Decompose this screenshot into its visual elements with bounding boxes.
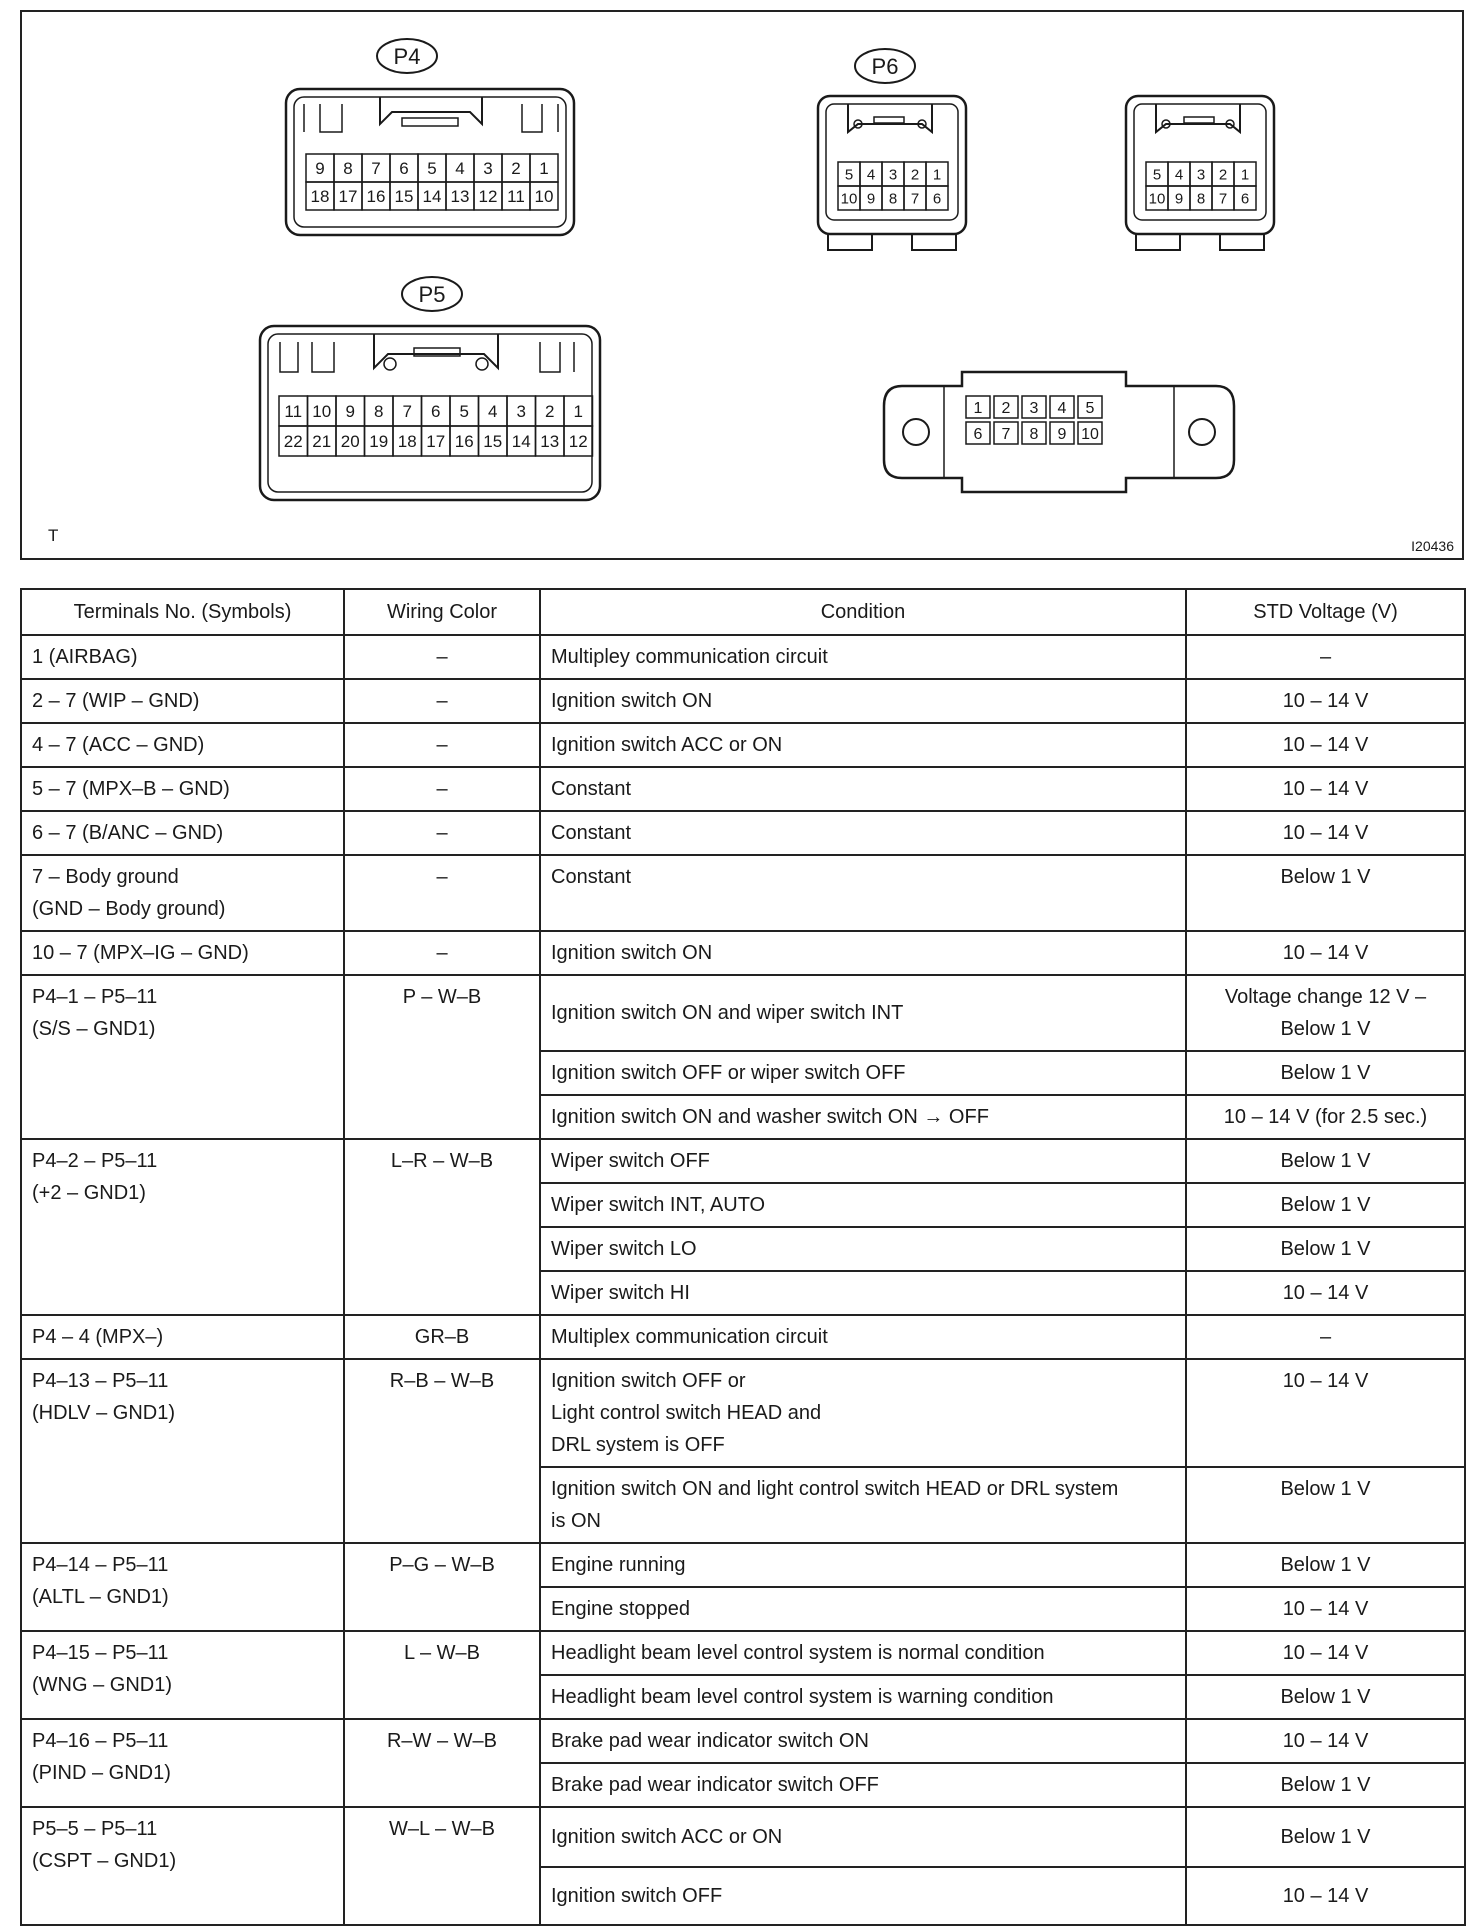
- terminal-number: 11: [284, 402, 303, 422]
- table-row: [21, 1543, 1465, 1587]
- terminal-cell: [21, 855, 344, 931]
- table-row: [21, 635, 1465, 679]
- terminal-number: 12: [478, 187, 498, 207]
- voltage-cell: –: [1186, 1315, 1465, 1359]
- terminal-number: 5: [459, 402, 469, 422]
- terminal-number: 1: [539, 159, 549, 179]
- terminal-number: 8: [1196, 190, 1206, 208]
- voltage-cell: 10 – 14 V: [1186, 931, 1465, 975]
- condition-cell: Constant: [540, 855, 1186, 931]
- connector-plug: [884, 372, 1234, 492]
- terminal-line: P4–14 – P5–11: [32, 1554, 169, 1576]
- voltage-cell: [1186, 975, 1465, 1051]
- terminal-number: 9: [866, 190, 876, 208]
- condition-cell: Ignition switch OFF: [540, 1867, 1186, 1925]
- terminal-cell: [21, 1719, 344, 1807]
- p4-terminal-grid: [306, 154, 558, 210]
- terminal-number: 1: [932, 166, 942, 184]
- condition-cell: Ignition switch ON: [540, 679, 1186, 723]
- terminal-number: 5: [844, 166, 854, 184]
- terminal-number: 8: [888, 190, 898, 208]
- wiring-cell: R–W – W–B: [344, 1719, 540, 1807]
- voltage-cell: Below 1 V: [1186, 1807, 1465, 1867]
- terminal-number: 9: [345, 402, 355, 422]
- wiring-cell: L–R – W–B: [344, 1139, 540, 1315]
- terminal-line: 7 – Body ground: [32, 866, 179, 888]
- voltage-cell: Below 1 V: [1186, 1051, 1465, 1095]
- terminal-cell: 5 – 7 (MPX–B – GND): [21, 767, 344, 811]
- condition-cell: Ignition switch ON: [540, 931, 1186, 975]
- terminal-cell: 4 – 7 (ACC – GND): [21, 723, 344, 767]
- condition-cell: Headlight beam level control system is warning condition: [540, 1675, 1186, 1719]
- terminal-number: 20: [340, 432, 360, 452]
- terminal-number: 4: [866, 166, 876, 184]
- terminal-number: 10: [840, 190, 858, 208]
- voltage-cell: 10 – 14 V: [1186, 767, 1465, 811]
- wiring-cell: –: [344, 635, 540, 679]
- voltage-cell: Below 1 V: [1186, 1763, 1465, 1807]
- terminal-number: 5: [1085, 399, 1095, 417]
- terminal-number: 5: [427, 159, 437, 179]
- terminal-line: P4–13 – P5–11: [32, 1370, 169, 1392]
- terminal-number: 1: [1240, 166, 1250, 184]
- header-condition: Condition: [540, 589, 1186, 635]
- terminal-number: 6: [399, 159, 409, 179]
- terminal-cell: [21, 1543, 344, 1631]
- terminal-cell: [21, 1807, 344, 1925]
- voltage-cell: 10 – 14 V: [1186, 1587, 1465, 1631]
- voltage-cell: 10 – 14 V (for 2.5 sec.): [1186, 1095, 1465, 1139]
- terminal-cell: P4 – 4 (MPX–): [21, 1315, 344, 1359]
- terminal-number: 6: [973, 425, 983, 443]
- terminal-number: 10: [312, 402, 332, 422]
- terminal-number: 9: [1057, 425, 1067, 443]
- terminal-cell: 6 – 7 (B/ANC – GND): [21, 811, 344, 855]
- plug-terminal-grid: [966, 396, 1102, 444]
- voltage-cell: 10 – 14 V: [1186, 1631, 1465, 1675]
- terminal-number: 16: [454, 432, 474, 452]
- terminal-cell: [21, 1359, 344, 1543]
- condition-cell: [540, 1359, 1186, 1467]
- terminal-line: (HDLV – GND1): [32, 1402, 175, 1424]
- terminal-number: 3: [483, 159, 493, 179]
- p6-mating-terminal-grid: [1146, 162, 1256, 210]
- condition-cell: Multipley communication circuit: [540, 635, 1186, 679]
- terminal-number: 3: [516, 402, 526, 422]
- terminal-number: 6: [932, 190, 942, 208]
- connector-p6: [818, 49, 966, 250]
- terminal-line: (+2 – GND1): [32, 1182, 146, 1204]
- voltage-cell: Below 1 V: [1186, 1467, 1465, 1543]
- wiring-cell: GR–B: [344, 1315, 540, 1359]
- terminal-number: 2: [910, 166, 920, 184]
- terminal-number: 15: [483, 432, 503, 452]
- condition-cell: [540, 1467, 1186, 1543]
- terminal-cell: [21, 975, 344, 1139]
- table-row: [21, 723, 1465, 767]
- terminal-voltage-table: [20, 588, 1466, 1926]
- table-row: [21, 1631, 1465, 1675]
- terminal-number: 2: [1218, 166, 1228, 184]
- connector-diagram: [20, 10, 1464, 560]
- terminal-number: 17: [426, 432, 446, 452]
- terminal-line: (WNG – GND1): [32, 1674, 172, 1696]
- table-row: [21, 1315, 1465, 1359]
- terminal-number: 10: [1081, 425, 1099, 443]
- terminal-number: 12: [568, 432, 588, 452]
- terminal-number: 6: [431, 402, 441, 422]
- voltage-cell: Below 1 V: [1186, 1675, 1465, 1719]
- condition-cell: Ignition switch OFF or wiper switch OFF: [540, 1051, 1186, 1095]
- svg-text:P5: P5: [418, 282, 446, 307]
- header-terminals: Terminals No. (Symbols): [21, 589, 344, 635]
- table-row: [21, 679, 1465, 723]
- terminal-number: 7: [1001, 425, 1011, 443]
- terminal-number: 10: [534, 187, 554, 207]
- condition-cell: Ignition switch ACC or ON: [540, 1807, 1186, 1867]
- wiring-cell: P–G – W–B: [344, 1543, 540, 1631]
- terminal-number: 7: [371, 159, 381, 179]
- terminal-number: 3: [888, 166, 898, 184]
- terminal-number: 5: [1152, 166, 1162, 184]
- terminal-number: 7: [402, 402, 412, 422]
- terminal-number: 1: [573, 402, 583, 422]
- terminal-number: 1: [973, 399, 983, 417]
- p6-terminal-grid: [838, 162, 948, 210]
- condition-cell: Multiplex communication circuit: [540, 1315, 1186, 1359]
- terminal-number: 8: [1029, 425, 1039, 443]
- table-row: [21, 1139, 1465, 1183]
- condition-cell: Engine running: [540, 1543, 1186, 1587]
- condition-cell: Wiper switch HI: [540, 1271, 1186, 1315]
- condition-line: Ignition switch ON and light control switch HEAD or DRL system: [551, 1478, 1119, 1500]
- terminal-line: P5–5 – P5–11: [32, 1818, 158, 1840]
- condition-cell: Brake pad wear indicator switch OFF: [540, 1763, 1186, 1807]
- voltage-cell: –: [1186, 635, 1465, 679]
- condition-line: DRL system is OFF: [551, 1434, 725, 1456]
- terminal-number: 2: [511, 159, 521, 179]
- table-row: [21, 1807, 1465, 1867]
- wiring-cell: P – W–B: [344, 975, 540, 1139]
- p5-terminal-grid: [279, 396, 593, 456]
- terminal-number: 3: [1196, 166, 1206, 184]
- condition-line: Ignition switch OFF or: [551, 1370, 746, 1392]
- condition-cell: Constant: [540, 811, 1186, 855]
- voltage-cell: 10 – 14 V: [1186, 1719, 1465, 1763]
- terminal-cell: [21, 1139, 344, 1315]
- voltage-line: Below 1 V: [1280, 1018, 1371, 1040]
- connector-p6-mating: [1126, 96, 1274, 250]
- terminal-number: 7: [1218, 190, 1228, 208]
- terminal-number: 16: [366, 187, 386, 207]
- terminal-number: 22: [283, 432, 303, 452]
- terminal-number: 6: [1240, 190, 1250, 208]
- table-row: [21, 767, 1465, 811]
- condition-line: Light control switch HEAD and: [551, 1402, 822, 1424]
- terminal-line: (ALTL – GND1): [32, 1586, 169, 1608]
- voltage-cell: 10 – 14 V: [1186, 1867, 1465, 1925]
- terminal-number: 2: [1001, 399, 1011, 417]
- voltage-cell: 10 – 14 V: [1186, 811, 1465, 855]
- terminal-number: 2: [545, 402, 555, 422]
- condition-cell: Headlight beam level control system is normal condition: [540, 1631, 1186, 1675]
- terminal-number: 3: [1029, 399, 1039, 417]
- terminal-line: (CSPT – GND1): [32, 1850, 177, 1872]
- terminal-line: P4–1 – P5–11: [32, 986, 158, 1008]
- wiring-cell: –: [344, 723, 540, 767]
- condition-cell: Engine stopped: [540, 1587, 1186, 1631]
- condition-cell: Wiper switch LO: [540, 1227, 1186, 1271]
- diagram-corner-label: T: [48, 526, 59, 545]
- voltage-line: Voltage change 12 V –: [1224, 986, 1427, 1008]
- voltage-cell: 10 – 14 V: [1186, 1359, 1465, 1467]
- voltage-cell: 10 – 14 V: [1186, 723, 1465, 767]
- terminal-line: (S/S – GND1): [32, 1018, 156, 1040]
- condition-cell: Brake pad wear indicator switch ON: [540, 1719, 1186, 1763]
- wiring-cell: –: [344, 931, 540, 975]
- wiring-cell: –: [344, 767, 540, 811]
- terminal-number: 8: [374, 402, 384, 422]
- voltage-cell: Below 1 V: [1186, 1139, 1465, 1183]
- terminal-number: 7: [910, 190, 920, 208]
- condition-cell: Wiper switch OFF: [540, 1139, 1186, 1183]
- connector-p5: [260, 277, 600, 500]
- condition-line: is ON: [551, 1510, 601, 1532]
- wiring-cell: –: [344, 855, 540, 931]
- terminal-line: P4–15 – P5–11: [32, 1642, 169, 1664]
- wiring-cell: R–B – W–B: [344, 1359, 540, 1543]
- voltage-cell: Below 1 V: [1186, 1227, 1465, 1271]
- terminal-cell: 1 (AIRBAG): [21, 635, 344, 679]
- terminal-cell: 10 – 7 (MPX–IG – GND): [21, 931, 344, 975]
- terminal-number: 19: [369, 432, 389, 452]
- terminal-voltage-table-wrap: [20, 588, 1464, 1926]
- condition-cell: Wiper switch INT, AUTO: [540, 1183, 1186, 1227]
- terminal-number: 10: [1148, 190, 1166, 208]
- wiring-cell: L – W–B: [344, 1631, 540, 1719]
- terminal-line: (GND – Body ground): [32, 898, 226, 920]
- table-row: [21, 975, 1465, 1051]
- terminal-number: 4: [488, 402, 498, 422]
- condition-cell: Ignition switch ACC or ON: [540, 723, 1186, 767]
- table-header-row: [21, 589, 1465, 635]
- terminal-line: P4–16 – P5–11: [32, 1730, 169, 1752]
- table-row: [21, 855, 1465, 931]
- condition-cell: Ignition switch ON and wiper switch INT: [540, 975, 1186, 1051]
- terminal-number: 4: [1174, 166, 1184, 184]
- terminal-cell: 2 – 7 (WIP – GND): [21, 679, 344, 723]
- terminal-number: 14: [422, 187, 442, 207]
- table-row: [21, 1719, 1465, 1763]
- voltage-cell: 10 – 14 V: [1186, 679, 1465, 723]
- wiring-cell: –: [344, 679, 540, 723]
- condition-cell: Ignition switch ON and washer switch ON → OFF: [540, 1095, 1186, 1139]
- terminal-number: 4: [455, 159, 465, 179]
- voltage-cell: Below 1 V: [1186, 1543, 1465, 1587]
- voltage-cell: Below 1 V: [1186, 855, 1465, 931]
- svg-text:P6: P6: [871, 54, 899, 79]
- wiring-cell: W–L – W–B: [344, 1807, 540, 1925]
- terminal-line: P4–2 – P5–11: [32, 1150, 158, 1172]
- svg-text:P4: P4: [393, 44, 421, 69]
- terminal-number: 21: [312, 432, 332, 452]
- terminal-number: 15: [394, 187, 414, 207]
- table-row: [21, 811, 1465, 855]
- terminal-number: 8: [343, 159, 353, 179]
- header-std-voltage: STD Voltage (V): [1186, 589, 1465, 635]
- terminal-number: 17: [338, 187, 358, 207]
- terminal-number: 13: [450, 187, 470, 207]
- terminal-line: (PIND – GND1): [32, 1762, 171, 1784]
- figure-id: I20436: [1411, 538, 1454, 554]
- terminal-number: 18: [397, 432, 417, 452]
- table-row: [21, 1359, 1465, 1467]
- terminal-number: 11: [507, 187, 525, 207]
- terminal-number: 18: [310, 187, 330, 207]
- header-wiring-color: Wiring Color: [344, 589, 540, 635]
- wiring-cell: –: [344, 811, 540, 855]
- table-row: [21, 931, 1465, 975]
- voltage-cell: Below 1 V: [1186, 1183, 1465, 1227]
- terminal-number: 13: [540, 432, 560, 452]
- connector-p4: [286, 39, 574, 235]
- terminal-cell: [21, 1631, 344, 1719]
- terminal-number: 9: [315, 159, 325, 179]
- terminal-number: 14: [511, 432, 531, 452]
- terminal-number: 4: [1057, 399, 1067, 417]
- voltage-cell: 10 – 14 V: [1186, 1271, 1465, 1315]
- condition-cell: Constant: [540, 767, 1186, 811]
- terminal-number: 9: [1174, 190, 1184, 208]
